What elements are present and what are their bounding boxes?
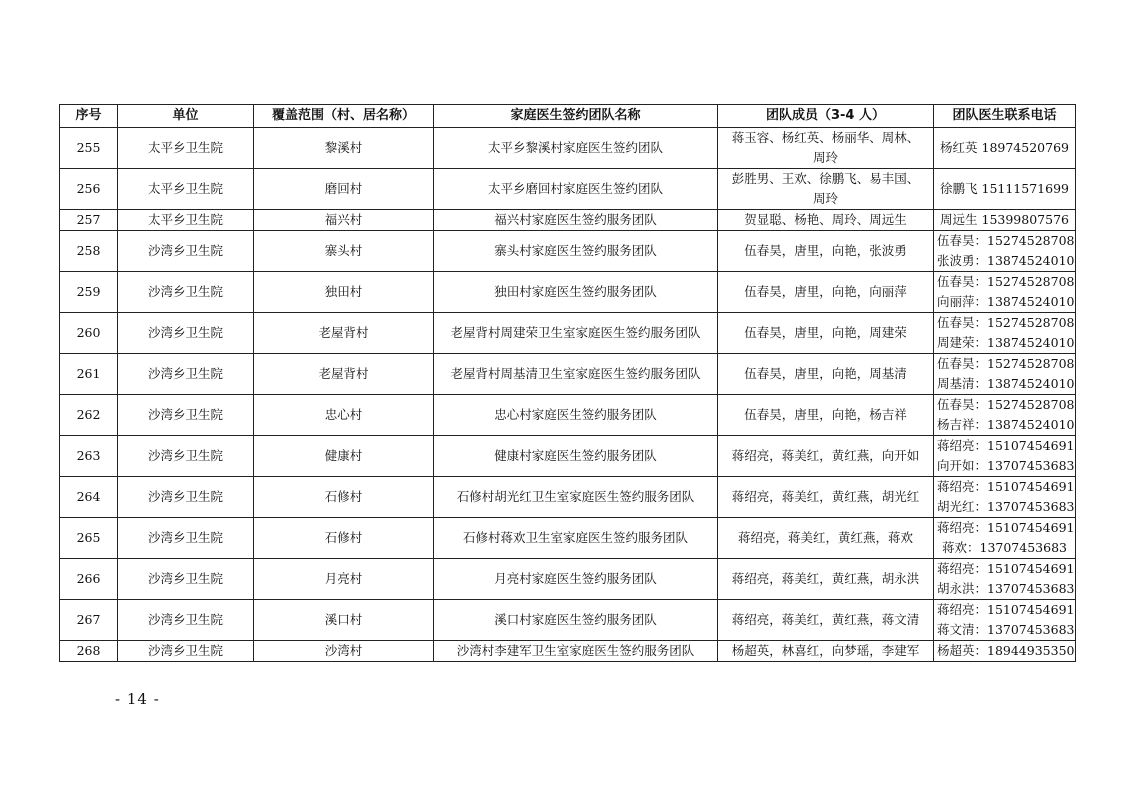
row-team-members-line: 周玲 bbox=[812, 191, 838, 206]
row-team-members bbox=[718, 231, 934, 272]
row-contact-phone-line: 伍春昊：15274528708 bbox=[937, 274, 1075, 289]
row-contact-phone-line: 伍春昊：15274528708 bbox=[937, 356, 1075, 371]
row-unit: 沙湾乡卫生院 bbox=[118, 600, 254, 641]
row-coverage-area: 磨回村 bbox=[254, 169, 434, 210]
row-unit: 太平乡卫生院 bbox=[118, 169, 254, 210]
row-number: 266 bbox=[60, 559, 118, 600]
row-coverage-area: 溪口村 bbox=[254, 600, 434, 641]
row-team-members-line: 伍春昊，唐里，向艳，向丽萍 bbox=[744, 284, 907, 299]
row-team-name: 石修村蒋欢卫生室家庭医生签约服务团队 bbox=[434, 518, 718, 559]
table-row bbox=[60, 231, 1076, 272]
row-contact-phone bbox=[934, 641, 1076, 662]
row-contact-phone-line: 张波勇：13874524010 bbox=[937, 253, 1075, 268]
row-contact-phone bbox=[934, 210, 1076, 231]
row-coverage-area: 健康村 bbox=[254, 436, 434, 477]
row-unit: 沙湾乡卫生院 bbox=[118, 354, 254, 395]
row-contact-phone bbox=[934, 128, 1076, 169]
row-contact-phone bbox=[934, 272, 1076, 313]
row-unit: 沙湾乡卫生院 bbox=[118, 272, 254, 313]
table-row bbox=[60, 641, 1076, 662]
row-contact-phone-line: 蒋绍亮：15107454691 bbox=[937, 438, 1075, 453]
row-team-members-line: 周玲 bbox=[812, 150, 838, 165]
row-number: 263 bbox=[60, 436, 118, 477]
row-team-members-line: 伍春昊，唐里，向艳，张波勇 bbox=[744, 243, 907, 258]
row-contact-phone-line: 周基清：13874524010 bbox=[937, 376, 1075, 391]
row-unit: 沙湾乡卫生院 bbox=[118, 231, 254, 272]
row-team-members bbox=[718, 272, 934, 313]
row-contact-phone-line: 胡光红：13707453683 bbox=[937, 499, 1075, 514]
row-unit: 沙湾乡卫生院 bbox=[118, 395, 254, 436]
row-team-members-line: 彭胜男、王欢、徐鹏飞、易丰国、 bbox=[731, 171, 920, 186]
row-contact-phone bbox=[934, 436, 1076, 477]
row-coverage-area: 月亮村 bbox=[254, 559, 434, 600]
row-coverage-area: 老屋背村 bbox=[254, 313, 434, 354]
row-team-members-line: 贺显聪、杨艳、周玲、周远生 bbox=[744, 212, 907, 227]
row-number: 265 bbox=[60, 518, 118, 559]
row-team-members-line: 蒋绍亮，蒋美红，黄红燕，蒋文清 bbox=[731, 612, 920, 627]
table-row bbox=[60, 313, 1076, 354]
table-row bbox=[60, 354, 1076, 395]
table-row bbox=[60, 395, 1076, 436]
table-row bbox=[60, 559, 1076, 600]
row-team-name: 老屋背村周建荣卫生室家庭医生签约服务团队 bbox=[434, 313, 718, 354]
row-contact-phone bbox=[934, 395, 1076, 436]
row-number: 261 bbox=[60, 354, 118, 395]
table-row bbox=[60, 518, 1076, 559]
row-team-members bbox=[718, 210, 934, 231]
row-team-name: 独田村家庭医生签约服务团队 bbox=[434, 272, 718, 313]
row-team-name: 忠心村家庭医生签约服务团队 bbox=[434, 395, 718, 436]
row-team-members-line: 蒋绍亮，蒋美红，黄红燕，胡光红 bbox=[731, 489, 920, 504]
row-contact-phone-line: 向丽萍：13874524010 bbox=[937, 294, 1075, 309]
row-contact-phone-line: 伍春昊：15274528708 bbox=[937, 233, 1075, 248]
row-contact-phone-line: 周远生 15399807576 bbox=[940, 212, 1069, 227]
row-unit: 沙湾乡卫生院 bbox=[118, 313, 254, 354]
row-coverage-area: 黎溪村 bbox=[254, 128, 434, 169]
row-contact-phone bbox=[934, 477, 1076, 518]
row-team-members-line: 杨超英，林喜红，向梦瑶，李建军 bbox=[731, 643, 920, 658]
row-team-name: 太平乡磨回村家庭医生签约团队 bbox=[434, 169, 718, 210]
header-unit: 单位 bbox=[118, 105, 254, 128]
header-coverage-area: 覆盖范围（村、居名称） bbox=[254, 105, 434, 128]
row-contact-phone bbox=[934, 313, 1076, 354]
row-team-name: 溪口村家庭医生签约服务团队 bbox=[434, 600, 718, 641]
page-number: - 14 - bbox=[115, 690, 160, 708]
row-contact-phone-line: 杨红英 18974520769 bbox=[940, 140, 1069, 155]
row-team-members bbox=[718, 641, 934, 662]
header-team-name: 家庭医生签约团队名称 bbox=[434, 105, 718, 128]
table-row bbox=[60, 128, 1076, 169]
row-team-members bbox=[718, 354, 934, 395]
row-number: 256 bbox=[60, 169, 118, 210]
header-contact-phone: 团队医生联系电话 bbox=[934, 105, 1076, 128]
row-contact-phone bbox=[934, 231, 1076, 272]
row-team-name: 健康村家庭医生签约服务团队 bbox=[434, 436, 718, 477]
row-unit: 太平乡卫生院 bbox=[118, 128, 254, 169]
row-team-members bbox=[718, 313, 934, 354]
row-team-members-line: 蒋绍亮，蒋美红，黄红燕，向开如 bbox=[731, 448, 920, 463]
row-contact-phone-line: 蒋绍亮：15107454691 bbox=[937, 602, 1075, 617]
row-team-name: 福兴村家庭医生签约服务团队 bbox=[434, 210, 718, 231]
row-contact-phone-line: 伍春昊：15274528708 bbox=[937, 315, 1075, 330]
table-row bbox=[60, 169, 1076, 210]
row-unit: 沙湾乡卫生院 bbox=[118, 641, 254, 662]
row-unit: 沙湾乡卫生院 bbox=[118, 477, 254, 518]
table-header-row bbox=[60, 105, 1076, 128]
row-contact-phone-line: 蒋文清：13707453683 bbox=[937, 622, 1075, 637]
header-team-members: 团队成员（3-4 人） bbox=[718, 105, 934, 128]
row-number: 260 bbox=[60, 313, 118, 354]
row-team-name: 太平乡黎溪村家庭医生签约团队 bbox=[434, 128, 718, 169]
row-contact-phone-line: 杨吉祥：13874524010 bbox=[937, 417, 1075, 432]
row-contact-phone bbox=[934, 600, 1076, 641]
row-coverage-area: 老屋背村 bbox=[254, 354, 434, 395]
table-row bbox=[60, 600, 1076, 641]
row-contact-phone-line: 徐鹏飞 15111571699 bbox=[940, 181, 1069, 196]
row-team-members-line: 蒋绍亮，蒋美红，黄红燕，蒋欢 bbox=[737, 530, 913, 545]
row-unit: 沙湾乡卫生院 bbox=[118, 436, 254, 477]
family-doctor-team-table bbox=[59, 104, 1076, 662]
row-team-members-line: 伍春昊，唐里，向艳，杨吉祥 bbox=[744, 407, 907, 422]
row-team-members-line: 蒋玉容、杨红英、杨丽华、周林、 bbox=[731, 130, 920, 145]
row-contact-phone-line: 伍春昊：15274528708 bbox=[937, 397, 1075, 412]
row-coverage-area: 石修村 bbox=[254, 477, 434, 518]
row-coverage-area: 寨头村 bbox=[254, 231, 434, 272]
table-row bbox=[60, 210, 1076, 231]
row-coverage-area: 独田村 bbox=[254, 272, 434, 313]
row-team-name: 沙湾村李建军卫生室家庭医生签约服务团队 bbox=[434, 641, 718, 662]
row-contact-phone bbox=[934, 354, 1076, 395]
row-team-name: 月亮村家庭医生签约服务团队 bbox=[434, 559, 718, 600]
row-unit: 沙湾乡卫生院 bbox=[118, 518, 254, 559]
row-number: 268 bbox=[60, 641, 118, 662]
row-team-members bbox=[718, 559, 934, 600]
row-contact-phone-line: 蒋绍亮：15107454691 bbox=[937, 479, 1075, 494]
header-number: 序号 bbox=[60, 105, 118, 128]
row-contact-phone-line: 蒋绍亮：15107454691 bbox=[937, 561, 1075, 576]
row-team-members bbox=[718, 518, 934, 559]
row-team-members bbox=[718, 169, 934, 210]
row-coverage-area: 沙湾村 bbox=[254, 641, 434, 662]
table-row bbox=[60, 272, 1076, 313]
row-team-name: 老屋背村周基清卫生室家庭医生签约服务团队 bbox=[434, 354, 718, 395]
row-coverage-area: 石修村 bbox=[254, 518, 434, 559]
row-team-members-line: 伍春昊，唐里，向艳，周基清 bbox=[744, 366, 907, 381]
row-contact-phone-line: 杨超英：18944935350 bbox=[937, 643, 1075, 658]
row-team-members-line: 伍春昊，唐里，向艳，周建荣 bbox=[744, 325, 907, 340]
row-number: 255 bbox=[60, 128, 118, 169]
row-contact-phone-line: 向开如：13707453683 bbox=[937, 458, 1075, 473]
row-number: 267 bbox=[60, 600, 118, 641]
row-team-members bbox=[718, 477, 934, 518]
row-team-name: 石修村胡光红卫生室家庭医生签约服务团队 bbox=[434, 477, 718, 518]
table-row bbox=[60, 477, 1076, 518]
row-contact-phone-line: 蒋欢：13707453683 bbox=[942, 540, 1067, 555]
row-number: 257 bbox=[60, 210, 118, 231]
row-number: 264 bbox=[60, 477, 118, 518]
row-contact-phone-line: 胡永洪：13707453683 bbox=[937, 581, 1075, 596]
table-row bbox=[60, 436, 1076, 477]
row-team-name: 寨头村家庭医生签约服务团队 bbox=[434, 231, 718, 272]
row-coverage-area: 忠心村 bbox=[254, 395, 434, 436]
row-team-members bbox=[718, 436, 934, 477]
row-contact-phone bbox=[934, 518, 1076, 559]
row-contact-phone-line: 蒋绍亮：15107454691 bbox=[937, 520, 1075, 535]
row-number: 259 bbox=[60, 272, 118, 313]
row-coverage-area: 福兴村 bbox=[254, 210, 434, 231]
row-team-members bbox=[718, 600, 934, 641]
row-unit: 沙湾乡卫生院 bbox=[118, 559, 254, 600]
row-unit: 太平乡卫生院 bbox=[118, 210, 254, 231]
row-number: 262 bbox=[60, 395, 118, 436]
row-contact-phone-line: 周建荣：13874524010 bbox=[937, 335, 1075, 350]
row-team-members bbox=[718, 128, 934, 169]
row-contact-phone bbox=[934, 169, 1076, 210]
row-contact-phone bbox=[934, 559, 1076, 600]
row-number: 258 bbox=[60, 231, 118, 272]
row-team-members-line: 蒋绍亮，蒋美红，黄红燕，胡永洪 bbox=[731, 571, 920, 586]
row-team-members bbox=[718, 395, 934, 436]
